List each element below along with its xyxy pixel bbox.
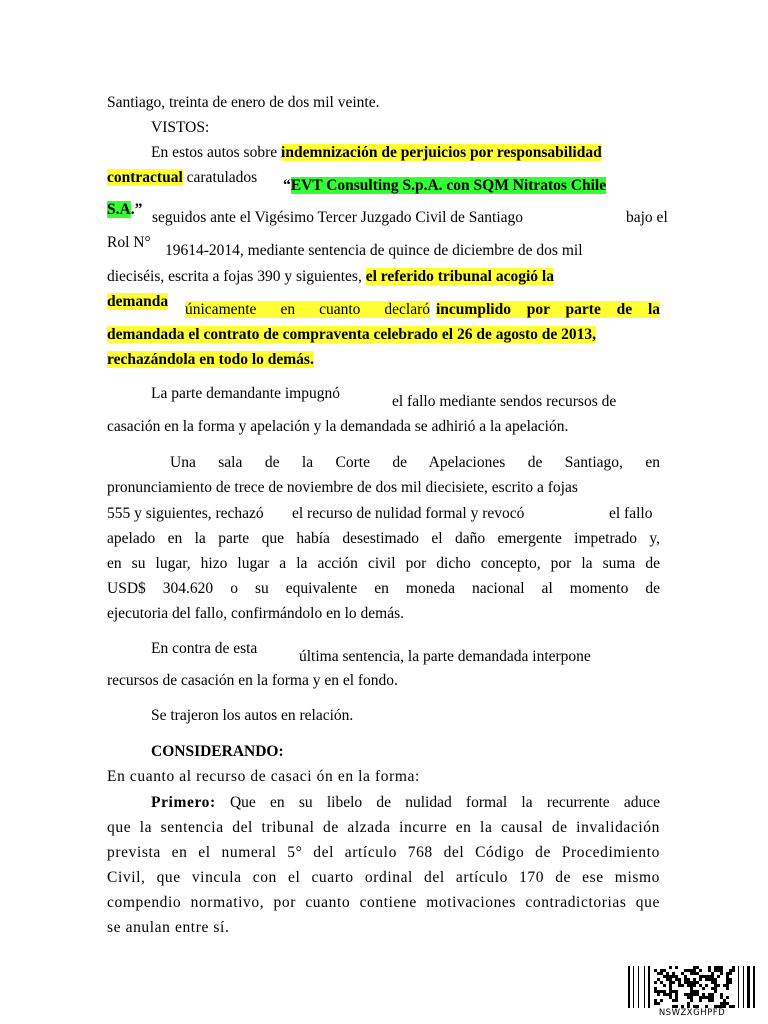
p1-line8: rechazándola en todo lo demás. bbox=[107, 351, 314, 368]
p3-line3-c: el fallo bbox=[609, 505, 653, 522]
p1-line5: dieciséis, escrita a fojas 390 y siguientes, el referido tribunal acogió la bbox=[107, 268, 554, 285]
p3-line3-b: el recurso de nulidad formal y revocó bbox=[292, 505, 525, 522]
p3-line7: ejecutoria del fallo, confirmándolo en lo demás. bbox=[107, 605, 404, 622]
p2-line1-a: La parte demandante impugnó bbox=[151, 385, 340, 402]
p1-line6-c: incumplido por parte de la bbox=[436, 301, 660, 318]
p3-line2: pronunciamiento de trece de noviembre de dos mil diecisiete, escrito a fojas bbox=[107, 479, 578, 496]
p3-line1: Una sala de la Corte de Apelaciones de Santiago, en bbox=[170, 454, 660, 471]
p2-line2: casación en la forma y apelación y la demandada se adhirió a la apelación. bbox=[107, 418, 569, 435]
p4-line2: recursos de casación en la forma y en el fondo. bbox=[107, 672, 398, 689]
p1-line2: contractual caratulados bbox=[107, 169, 258, 186]
p3-line6: USD$ 304.620 o su equivalente en moneda nacional al momento de bbox=[107, 580, 660, 597]
p6-line6: se anulan entre sí. bbox=[107, 919, 230, 936]
p1-line1: En estos autos sobre indemnización de perjuicios por responsabilidad bbox=[151, 144, 602, 161]
p1-line2-quote: “EVT Consulting S.p.A. con SQM Nitratos Chile bbox=[283, 177, 607, 194]
p3-line3-a: 555 y siguientes, rechazó bbox=[107, 505, 264, 522]
p1-line6-b: únicamente en cuanto declaró bbox=[185, 301, 430, 318]
p6-line4: Civil, que vincula con el cuarto ordinal del artículo 170 de ese mismo bbox=[107, 869, 660, 886]
considerando-heading: CONSIDERANDO: bbox=[151, 743, 284, 760]
p6-line1: Primero: Que en su libelo de nulidad formal la recurrente aduce bbox=[151, 794, 660, 811]
p2-line1-b: el fallo mediante sendos recursos de bbox=[392, 393, 617, 410]
p6-line2: que la sentencia del tribunal de alzada incurre en la causal de invalidación bbox=[107, 819, 660, 836]
p6-line3: prevista en el numeral 5° del artículo 768 del Código de Procedimiento bbox=[107, 844, 660, 861]
p4-line1-b: última sentencia, la parte demandada interpone bbox=[299, 648, 591, 665]
vistos-heading: VISTOS: bbox=[151, 119, 210, 136]
p1-line6-a: demanda bbox=[107, 293, 169, 310]
p1-line4-a: Rol N° bbox=[107, 234, 151, 251]
p1-line4-b: 19614-2014, mediante sentencia de quince de diciembre de dos mil bbox=[165, 242, 583, 259]
p1-line3-c: seguidos ante el Vigésimo Tercer Juzgado Civil de Santiago bbox=[152, 209, 524, 226]
barcode-code-text: NSWZXGHPFD bbox=[658, 1008, 726, 1018]
subheading-casacion-forma: En cuanto al recurso de casaci ón en la forma: bbox=[107, 768, 420, 785]
p1-line3-a: S.A.” bbox=[107, 201, 143, 218]
p3-line4: apelado en la parte que había desestimado el daño emergente impetrado y, bbox=[107, 530, 660, 547]
date-line: Santiago, treinta de enero de dos mil veinte. bbox=[107, 94, 380, 111]
p1-line3-d: bajo el bbox=[626, 209, 668, 226]
p3-line5: en su lugar, hizo lugar a la acción civil por dicho concepto, por la suma de bbox=[107, 555, 660, 572]
barcode-image bbox=[628, 966, 756, 1008]
p5-line: Se trajeron los autos en relación. bbox=[151, 707, 354, 724]
p4-line1-a: En contra de esta bbox=[151, 640, 258, 657]
p6-line5: compendio normativo, por cuanto contiene motivaciones contradictorias que bbox=[107, 894, 660, 911]
p1-line7: demandada el contrato de compraventa celebrado el 26 de agosto de 2013, bbox=[107, 326, 597, 343]
